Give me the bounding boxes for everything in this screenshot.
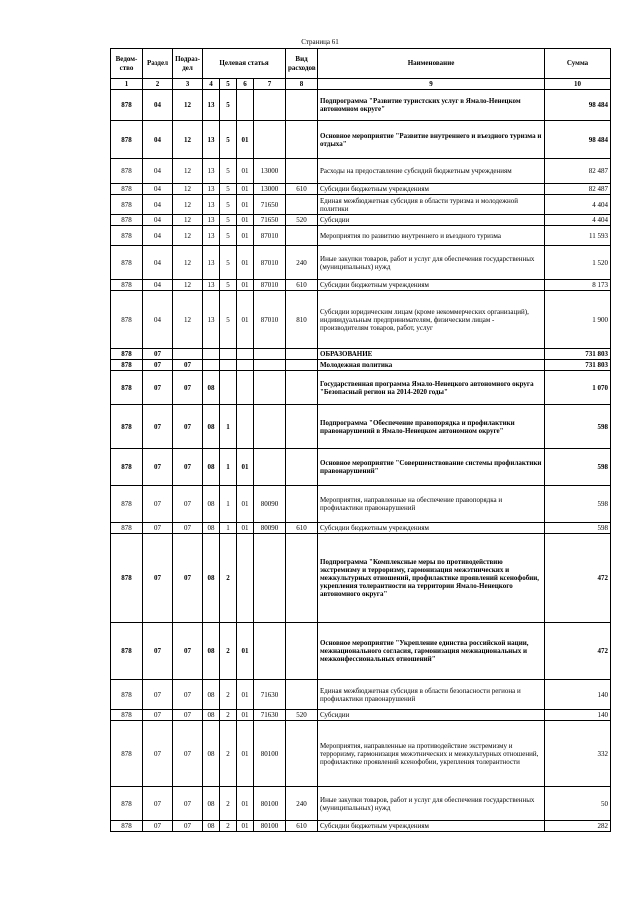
cell-podrazdel: 07 xyxy=(173,710,203,721)
column-number-row xyxy=(111,79,611,90)
cell-sum: 1 070 xyxy=(545,371,611,405)
cell-podrazdel: 12 xyxy=(173,246,203,280)
cell-target-3 xyxy=(237,371,254,405)
table-row xyxy=(111,246,611,280)
cell-name: Основное мероприятие "Укрепление единства российской нации, межнационального согласия, гармонизация межнациональных и межконфессиональных отношений" xyxy=(318,623,545,680)
cell-sum: 50 xyxy=(545,787,611,821)
cell-name: Расходы на предоставление субсидий бюджетным учреждениям xyxy=(318,159,545,184)
cell-vid: 240 xyxy=(286,787,318,821)
cell-name: Иные закупки товаров, работ и услуг для обеспечения государственных (муниципальных) нужд xyxy=(318,246,545,280)
column-number: 10 xyxy=(545,79,611,90)
cell-vid xyxy=(286,349,318,360)
cell-podrazdel: 07 xyxy=(173,787,203,821)
cell-name: Мероприятия, направленные на обеспечение правопорядка и профилактики правонарушений xyxy=(318,486,545,523)
cell-target-1: 13 xyxy=(203,159,220,184)
table-row xyxy=(111,680,611,710)
cell-vedomstvo: 878 xyxy=(111,184,143,195)
cell-podrazdel: 07 xyxy=(173,534,203,623)
cell-vid xyxy=(286,623,318,680)
budget-table xyxy=(110,48,611,832)
cell-sum: 11 593 xyxy=(545,226,611,246)
table-row xyxy=(111,215,611,226)
cell-target-4: 71650 xyxy=(254,195,286,215)
cell-target-4: 71630 xyxy=(254,680,286,710)
cell-target-2: 5 xyxy=(220,280,237,291)
cell-sum: 598 xyxy=(545,449,611,486)
cell-target-1: 13 xyxy=(203,90,220,121)
cell-target-4: 80100 xyxy=(254,821,286,832)
cell-target-4 xyxy=(254,90,286,121)
cell-sum: 731 803 xyxy=(545,360,611,371)
cell-razdel: 04 xyxy=(143,195,173,215)
cell-target-4: 80100 xyxy=(254,721,286,787)
column-number: 1 xyxy=(111,79,143,90)
cell-razdel: 04 xyxy=(143,226,173,246)
cell-razdel: 07 xyxy=(143,405,173,449)
cell-name: Субсидии юридическим лицам (кроме некоммерческих организаций), индивидуальным предпринимателям, физическим лицам - производителям товаров, работ, услуг xyxy=(318,291,545,349)
cell-sum: 4 404 xyxy=(545,215,611,226)
cell-target-2: 2 xyxy=(220,680,237,710)
cell-sum: 598 xyxy=(545,486,611,523)
cell-target-1: 08 xyxy=(203,787,220,821)
cell-target-1: 08 xyxy=(203,623,220,680)
cell-sum: 140 xyxy=(545,680,611,710)
cell-sum: 8 173 xyxy=(545,280,611,291)
cell-target-1: 13 xyxy=(203,226,220,246)
cell-vedomstvo: 878 xyxy=(111,710,143,721)
cell-target-1: 08 xyxy=(203,486,220,523)
cell-podrazdel: 07 xyxy=(173,360,203,371)
cell-target-2: 5 xyxy=(220,215,237,226)
cell-target-1: 13 xyxy=(203,246,220,280)
column-number: 7 xyxy=(254,79,286,90)
cell-name: Иные закупки товаров, работ и услуг для обеспечения государственных (муниципальных) нужд xyxy=(318,787,545,821)
cell-target-3: 01 xyxy=(237,184,254,195)
cell-vid xyxy=(286,721,318,787)
cell-podrazdel: 07 xyxy=(173,721,203,787)
cell-target-3: 01 xyxy=(237,226,254,246)
cell-target-2: 5 xyxy=(220,291,237,349)
cell-name: Единая межбюджетная субсидия в области туризма и молодежной политики xyxy=(318,195,545,215)
cell-vedomstvo: 878 xyxy=(111,159,143,184)
cell-vedomstvo: 878 xyxy=(111,721,143,787)
cell-target-3 xyxy=(237,405,254,449)
cell-podrazdel: 07 xyxy=(173,680,203,710)
cell-vid xyxy=(286,121,318,159)
cell-target-1: 08 xyxy=(203,371,220,405)
cell-razdel: 04 xyxy=(143,90,173,121)
cell-sum: 1 520 xyxy=(545,246,611,280)
table-body xyxy=(111,90,611,832)
cell-name: Молодежная политика xyxy=(318,360,545,371)
table-row xyxy=(111,121,611,159)
cell-razdel: 07 xyxy=(143,349,173,360)
cell-target-3 xyxy=(237,534,254,623)
cell-target-3: 01 xyxy=(237,291,254,349)
cell-vid xyxy=(286,159,318,184)
cell-target-1: 08 xyxy=(203,449,220,486)
table-row xyxy=(111,821,611,832)
cell-target-3: 01 xyxy=(237,821,254,832)
cell-target-1: 13 xyxy=(203,280,220,291)
cell-razdel: 07 xyxy=(143,371,173,405)
cell-target-1: 13 xyxy=(203,121,220,159)
cell-sum: 598 xyxy=(545,405,611,449)
cell-sum: 282 xyxy=(545,821,611,832)
cell-target-2: 5 xyxy=(220,90,237,121)
cell-target-4 xyxy=(254,405,286,449)
cell-razdel: 07 xyxy=(143,680,173,710)
cell-target-3: 01 xyxy=(237,449,254,486)
table-row xyxy=(111,90,611,121)
cell-vedomstvo: 878 xyxy=(111,405,143,449)
cell-vid xyxy=(286,449,318,486)
cell-target-2 xyxy=(220,360,237,371)
cell-target-3: 01 xyxy=(237,710,254,721)
header-name: Наименование xyxy=(318,49,545,79)
cell-vedomstvo: 878 xyxy=(111,195,143,215)
column-number: 8 xyxy=(286,79,318,90)
cell-razdel: 07 xyxy=(143,523,173,534)
cell-sum: 82 487 xyxy=(545,184,611,195)
table-row xyxy=(111,280,611,291)
cell-podrazdel: 12 xyxy=(173,159,203,184)
cell-vid xyxy=(286,195,318,215)
cell-vid: 610 xyxy=(286,184,318,195)
table-header xyxy=(111,49,611,90)
cell-vid: 610 xyxy=(286,280,318,291)
cell-sum: 731 803 xyxy=(545,349,611,360)
cell-target-2: 5 xyxy=(220,121,237,159)
cell-vid xyxy=(286,534,318,623)
cell-target-1: 08 xyxy=(203,721,220,787)
cell-target-3: 01 xyxy=(237,486,254,523)
cell-name: Субсидии бюджетным учреждениям xyxy=(318,280,545,291)
cell-vid: 610 xyxy=(286,821,318,832)
cell-vedomstvo: 878 xyxy=(111,680,143,710)
cell-name: Субсидии бюджетным учреждениям xyxy=(318,523,545,534)
cell-target-3: 01 xyxy=(237,280,254,291)
cell-vedomstvo: 878 xyxy=(111,246,143,280)
cell-sum: 1 900 xyxy=(545,291,611,349)
cell-vid xyxy=(286,371,318,405)
cell-target-4 xyxy=(254,121,286,159)
cell-target-2 xyxy=(220,349,237,360)
cell-sum: 4 404 xyxy=(545,195,611,215)
cell-sum: 140 xyxy=(545,710,611,721)
cell-sum: 598 xyxy=(545,523,611,534)
cell-vid xyxy=(286,360,318,371)
cell-razdel: 07 xyxy=(143,486,173,523)
cell-name: Субсидии бюджетным учреждениям xyxy=(318,821,545,832)
cell-target-3 xyxy=(237,349,254,360)
cell-target-4 xyxy=(254,534,286,623)
header-vedomstvo: Ведом-ство xyxy=(111,49,143,79)
cell-vid xyxy=(286,90,318,121)
cell-podrazdel: 12 xyxy=(173,215,203,226)
cell-target-4 xyxy=(254,623,286,680)
table-row xyxy=(111,360,611,371)
cell-target-2: 5 xyxy=(220,195,237,215)
column-number: 9 xyxy=(318,79,545,90)
cell-target-4: 87010 xyxy=(254,226,286,246)
cell-target-3 xyxy=(237,360,254,371)
table-row xyxy=(111,159,611,184)
cell-target-2: 1 xyxy=(220,405,237,449)
cell-name: Субсидии xyxy=(318,710,545,721)
cell-razdel: 04 xyxy=(143,291,173,349)
cell-target-4: 80100 xyxy=(254,787,286,821)
table-row xyxy=(111,226,611,246)
cell-vedomstvo: 878 xyxy=(111,623,143,680)
table-row xyxy=(111,486,611,523)
cell-target-2 xyxy=(220,371,237,405)
cell-target-4: 87010 xyxy=(254,280,286,291)
cell-vid xyxy=(286,405,318,449)
cell-podrazdel: 12 xyxy=(173,280,203,291)
cell-vedomstvo: 878 xyxy=(111,534,143,623)
cell-name: ОБРАЗОВАНИЕ xyxy=(318,349,545,360)
table-row xyxy=(111,195,611,215)
cell-vedomstvo: 878 xyxy=(111,215,143,226)
cell-name: Мероприятия, направленные на противодействие экстремизму и терроризму, гармонизация межэтнических и межкультурных отношений, профилактике проявлений ксенофобии, укрепления толерантности xyxy=(318,721,545,787)
cell-sum: 472 xyxy=(545,534,611,623)
cell-target-4 xyxy=(254,449,286,486)
cell-target-4: 13000 xyxy=(254,184,286,195)
cell-razdel: 07 xyxy=(143,710,173,721)
cell-podrazdel: 07 xyxy=(173,623,203,680)
cell-target-2: 1 xyxy=(220,449,237,486)
cell-vedomstvo: 878 xyxy=(111,349,143,360)
cell-target-4 xyxy=(254,371,286,405)
cell-target-4: 13000 xyxy=(254,159,286,184)
cell-target-3: 01 xyxy=(237,215,254,226)
cell-podrazdel: 07 xyxy=(173,405,203,449)
cell-target-2: 5 xyxy=(220,226,237,246)
cell-target-3: 01 xyxy=(237,721,254,787)
column-number: 3 xyxy=(173,79,203,90)
cell-podrazdel: 07 xyxy=(173,486,203,523)
cell-vid xyxy=(286,486,318,523)
cell-target-2: 5 xyxy=(220,159,237,184)
cell-vedomstvo: 878 xyxy=(111,371,143,405)
cell-podrazdel xyxy=(173,349,203,360)
cell-razdel: 04 xyxy=(143,121,173,159)
cell-target-3: 01 xyxy=(237,159,254,184)
cell-target-4: 87010 xyxy=(254,291,286,349)
cell-razdel: 07 xyxy=(143,821,173,832)
cell-podrazdel: 12 xyxy=(173,184,203,195)
cell-vedomstvo: 878 xyxy=(111,449,143,486)
cell-sum: 472 xyxy=(545,623,611,680)
page-number: Страница 61 xyxy=(301,38,339,46)
cell-vedomstvo: 878 xyxy=(111,523,143,534)
cell-target-2: 2 xyxy=(220,623,237,680)
column-number: 4 xyxy=(203,79,220,90)
cell-vedomstvo: 878 xyxy=(111,291,143,349)
cell-target-1: 13 xyxy=(203,184,220,195)
table-row xyxy=(111,184,611,195)
cell-name: Подпрограмма "Развитие туристских услуг в Ямало-Ненецком автономном округе" xyxy=(318,90,545,121)
cell-name: Субсидии xyxy=(318,215,545,226)
cell-vedomstvo: 878 xyxy=(111,121,143,159)
cell-target-4 xyxy=(254,360,286,371)
table-row xyxy=(111,371,611,405)
cell-vid xyxy=(286,226,318,246)
cell-razdel: 07 xyxy=(143,449,173,486)
table-row xyxy=(111,787,611,821)
cell-vid: 520 xyxy=(286,710,318,721)
cell-sum: 98 484 xyxy=(545,90,611,121)
cell-razdel: 07 xyxy=(143,721,173,787)
cell-target-1 xyxy=(203,360,220,371)
cell-name: Подпрограмма "Комплексные меры по противодействию экстремизму и терроризму, гармонизация межэтнических и межкультурных отношений, профилактике проявлений ксенофобии, укрепления толерантности на территории Ямало-Ненецкого автономного округа" xyxy=(318,534,545,623)
cell-razdel: 04 xyxy=(143,280,173,291)
cell-razdel: 04 xyxy=(143,215,173,226)
cell-target-2: 5 xyxy=(220,184,237,195)
cell-target-3: 01 xyxy=(237,623,254,680)
cell-sum: 98 484 xyxy=(545,121,611,159)
cell-target-3: 01 xyxy=(237,523,254,534)
cell-vid: 520 xyxy=(286,215,318,226)
cell-target-3: 01 xyxy=(237,787,254,821)
cell-target-1: 08 xyxy=(203,534,220,623)
cell-target-1: 13 xyxy=(203,215,220,226)
cell-razdel: 04 xyxy=(143,246,173,280)
column-number: 6 xyxy=(237,79,254,90)
cell-name: Единая межбюджетная субсидия в области безопасности региона и профилактики правонарушений xyxy=(318,680,545,710)
cell-target-3 xyxy=(237,90,254,121)
cell-vedomstvo: 878 xyxy=(111,360,143,371)
cell-razdel: 07 xyxy=(143,534,173,623)
cell-target-2: 1 xyxy=(220,523,237,534)
cell-podrazdel: 07 xyxy=(173,523,203,534)
cell-name: Основное мероприятие "Развитие внутреннего и въездного туризма и отдыха" xyxy=(318,121,545,159)
cell-target-1: 08 xyxy=(203,523,220,534)
cell-podrazdel: 12 xyxy=(173,121,203,159)
cell-razdel: 07 xyxy=(143,623,173,680)
cell-name: Государственная программа Ямало-Ненецкого автономного округа "Безопасный регион на 2014-2020 годы" xyxy=(318,371,545,405)
cell-target-2: 2 xyxy=(220,787,237,821)
cell-target-1: 08 xyxy=(203,710,220,721)
cell-vedomstvo: 878 xyxy=(111,486,143,523)
cell-target-1: 13 xyxy=(203,195,220,215)
table-row xyxy=(111,291,611,349)
cell-vid: 240 xyxy=(286,246,318,280)
cell-target-2: 2 xyxy=(220,821,237,832)
table-row xyxy=(111,405,611,449)
cell-podrazdel: 07 xyxy=(173,371,203,405)
header-podrazdel: Подраз-дел xyxy=(173,49,203,79)
cell-podrazdel: 12 xyxy=(173,291,203,349)
cell-target-2: 1 xyxy=(220,486,237,523)
table-row xyxy=(111,449,611,486)
cell-target-4: 71630 xyxy=(254,710,286,721)
cell-vid: 810 xyxy=(286,291,318,349)
cell-target-4: 71650 xyxy=(254,215,286,226)
cell-target-3: 01 xyxy=(237,121,254,159)
cell-target-3: 01 xyxy=(237,246,254,280)
cell-name: Субсидии бюджетным учреждениям xyxy=(318,184,545,195)
header-sum: Сумма xyxy=(545,49,611,79)
cell-target-1: 08 xyxy=(203,821,220,832)
column-number: 5 xyxy=(220,79,237,90)
cell-podrazdel: 12 xyxy=(173,90,203,121)
cell-vedomstvo: 878 xyxy=(111,280,143,291)
cell-podrazdel: 07 xyxy=(173,821,203,832)
cell-target-3: 01 xyxy=(237,680,254,710)
cell-target-4: 80090 xyxy=(254,523,286,534)
header-target: Целевая статья xyxy=(203,49,286,79)
cell-podrazdel: 12 xyxy=(173,195,203,215)
cell-target-2: 2 xyxy=(220,534,237,623)
cell-target-1: 13 xyxy=(203,291,220,349)
cell-vid: 610 xyxy=(286,523,318,534)
cell-razdel: 07 xyxy=(143,360,173,371)
cell-name: Мероприятия по развитию внутреннего и въездного туризма xyxy=(318,226,545,246)
cell-name: Основное мероприятие "Совершенствование системы профилактики правонарушений" xyxy=(318,449,545,486)
cell-vedomstvo: 878 xyxy=(111,787,143,821)
cell-vedomstvo: 878 xyxy=(111,226,143,246)
cell-target-1 xyxy=(203,349,220,360)
cell-vid xyxy=(286,680,318,710)
cell-target-4: 87010 xyxy=(254,246,286,280)
cell-sum: 332 xyxy=(545,721,611,787)
column-number: 2 xyxy=(143,79,173,90)
cell-target-2: 2 xyxy=(220,721,237,787)
cell-target-4 xyxy=(254,349,286,360)
cell-target-4: 80090 xyxy=(254,486,286,523)
table-row xyxy=(111,349,611,360)
cell-vedomstvo: 878 xyxy=(111,90,143,121)
cell-target-2: 5 xyxy=(220,246,237,280)
cell-target-1: 08 xyxy=(203,405,220,449)
table-row xyxy=(111,710,611,721)
cell-target-1: 08 xyxy=(203,680,220,710)
header-razdel: Раздел xyxy=(143,49,173,79)
cell-podrazdel: 12 xyxy=(173,226,203,246)
table-row xyxy=(111,523,611,534)
cell-razdel: 04 xyxy=(143,184,173,195)
table-row xyxy=(111,623,611,680)
header-vid: Вид расходов xyxy=(286,49,318,79)
cell-podrazdel: 07 xyxy=(173,449,203,486)
cell-sum: 82 487 xyxy=(545,159,611,184)
cell-vedomstvo: 878 xyxy=(111,821,143,832)
table-row xyxy=(111,721,611,787)
cell-target-2: 2 xyxy=(220,710,237,721)
cell-name: Подпрограмма "Обеспечение правопорядка и профилактики правонарушений в Ямало-Ненецком автономном округе" xyxy=(318,405,545,449)
cell-target-3: 01 xyxy=(237,195,254,215)
cell-razdel: 07 xyxy=(143,787,173,821)
table-row xyxy=(111,534,611,623)
cell-razdel: 04 xyxy=(143,159,173,184)
